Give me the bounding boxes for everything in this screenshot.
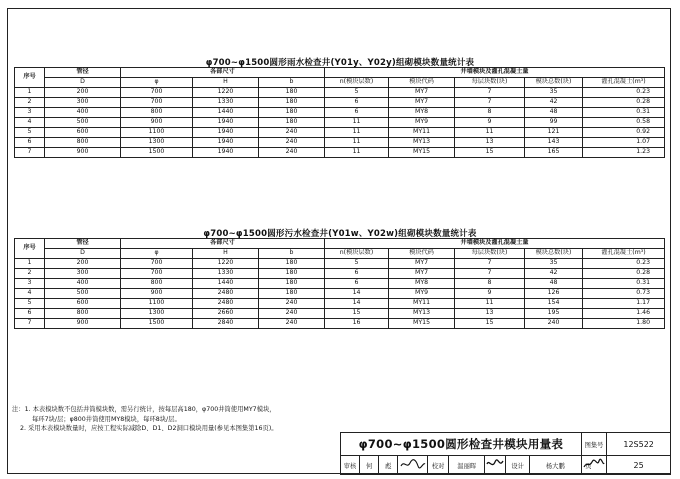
table-cell: 126	[525, 289, 583, 299]
table-row	[15, 279, 665, 289]
table-cell: 2480	[193, 289, 259, 299]
table-cell: 1100	[121, 128, 193, 138]
table-cell: 900	[121, 118, 193, 128]
sewage-module-table	[14, 238, 665, 329]
table-cell: 1940	[193, 138, 259, 148]
header-D: D	[45, 249, 121, 259]
table-cell: 0.31	[583, 108, 665, 118]
table-cell: 13	[455, 138, 525, 148]
table-cell: 13	[455, 309, 525, 319]
table-cell: MY9	[389, 118, 455, 128]
proof-label: 校对	[427, 456, 448, 475]
table-row	[15, 98, 665, 108]
header-seq: 序号	[15, 239, 45, 259]
table-cell: 8	[455, 279, 525, 289]
table-cell: 800	[45, 138, 121, 148]
table-cell: 180	[259, 259, 325, 269]
table-cell: 9	[455, 289, 525, 299]
table-cell: 1220	[193, 88, 259, 98]
table-cell: 1330	[193, 98, 259, 108]
table-row	[15, 299, 665, 309]
table-cell: 7	[455, 98, 525, 108]
table-cell: 0.28	[583, 269, 665, 279]
table-cell: 0.23	[583, 88, 665, 98]
header-pipe-diameter: 管径	[45, 239, 121, 249]
table-cell: 800	[45, 309, 121, 319]
page-number: 25	[633, 460, 644, 470]
header-dimensions: 各部尺寸	[121, 239, 325, 249]
table-cell: 0.73	[583, 289, 665, 299]
proofreader-signature	[485, 456, 506, 475]
review-label: 审核	[341, 456, 360, 475]
table-cell: 6	[325, 108, 389, 118]
table-cell: 1.17	[583, 299, 665, 309]
table-cell: 11	[455, 299, 525, 309]
table-cell: 11	[455, 128, 525, 138]
table-cell: 180	[259, 108, 325, 118]
table-cell: 1940	[193, 128, 259, 138]
table-row	[15, 259, 665, 269]
table-cell: 14	[325, 289, 389, 299]
header-b: b	[259, 249, 325, 259]
table-cell: 0.28	[583, 98, 665, 108]
table-cell: 165	[525, 148, 583, 158]
table-cell: 1440	[193, 108, 259, 118]
table-cell: 48	[525, 279, 583, 289]
table-cell: 600	[45, 128, 121, 138]
table-cell: 500	[45, 118, 121, 128]
table-row	[15, 269, 665, 279]
note-line-1: 注：1. 本表模块数不包括井筒模块数，需另行统计，按每层高180，φ700井筒使用MY7模块，	[12, 406, 276, 413]
table-row	[15, 148, 665, 158]
table-cell: 42	[525, 98, 583, 108]
table-cell: 8	[455, 108, 525, 118]
table-cell: 11	[325, 128, 389, 138]
table-cell: 1.23	[583, 148, 665, 158]
table-cell: MY11	[389, 299, 455, 309]
table-cell: 300	[45, 269, 121, 279]
table-cell: 200	[45, 259, 121, 269]
header-total: 模块总数(块)	[525, 78, 583, 88]
atlas-no-label: 图集号	[581, 433, 606, 456]
table-cell: 800	[121, 108, 193, 118]
table-cell: 500	[45, 289, 121, 299]
table-cell: 240	[259, 128, 325, 138]
table-cell: 600	[45, 299, 121, 309]
table-cell: 7	[15, 148, 45, 158]
table-cell: 11	[325, 118, 389, 128]
table-cell: 195	[525, 309, 583, 319]
table-cell: 1300	[121, 309, 193, 319]
table-cell: MY8	[389, 279, 455, 289]
table-row	[15, 118, 665, 128]
table-cell: 240	[259, 319, 325, 329]
note-line-3: 2. 采用本表模块数量时，应按工程实际减除D、D1、D2洞口模块用量(参见本图集第16页)。	[20, 425, 278, 432]
table-cell: 6	[325, 279, 389, 289]
table-cell: 11	[325, 148, 389, 158]
header-module-group: 井墙模块及灌孔混凝土量	[325, 239, 665, 249]
table-cell: 180	[259, 289, 325, 299]
signature-scribble-2	[486, 458, 504, 470]
reviewer-signature	[398, 456, 428, 475]
table2-title: φ700~φ1500圆形污水检查井(Y01w、Y02w)组砌模块数量统计表	[203, 229, 477, 239]
table-cell: 42	[525, 269, 583, 279]
table-cell: 154	[525, 299, 583, 309]
table-cell: 300	[45, 98, 121, 108]
table-cell: 700	[121, 259, 193, 269]
table-cell: 1940	[193, 148, 259, 158]
table-row	[15, 108, 665, 118]
table-cell: 35	[525, 88, 583, 98]
table-cell: 143	[525, 138, 583, 148]
table-cell: 5	[15, 299, 45, 309]
header-n-layers: n(模块层数)	[325, 78, 389, 88]
header-n-layers: n(模块层数)	[325, 249, 389, 259]
design-label: 设计	[506, 456, 529, 475]
table-cell: 5	[325, 88, 389, 98]
table-cell: 0.31	[583, 279, 665, 289]
header-phi: φ	[121, 249, 193, 259]
table-cell: 7	[455, 259, 525, 269]
table-cell: 121	[525, 128, 583, 138]
table-cell: 900	[45, 148, 121, 158]
header-b: b	[259, 78, 325, 88]
table-cell: MY9	[389, 289, 455, 299]
page-label: 页	[585, 463, 592, 470]
table-cell: 180	[259, 279, 325, 289]
table-cell: 2480	[193, 299, 259, 309]
table-cell: 900	[45, 319, 121, 329]
table-row	[15, 138, 665, 148]
table-cell: 7	[455, 88, 525, 98]
page-cell	[585, 456, 671, 475]
table-cell: 1300	[121, 138, 193, 148]
table-cell: 35	[525, 259, 583, 269]
table-cell: 5	[325, 259, 389, 269]
table-cell: 4	[15, 118, 45, 128]
header-phi: φ	[121, 78, 193, 88]
table-cell: 14	[325, 299, 389, 309]
table-cell: 1100	[121, 299, 193, 309]
table-cell: 1.80	[583, 319, 665, 329]
table-cell: 6	[325, 269, 389, 279]
table-cell: 180	[259, 269, 325, 279]
header-per-layer: 每层块数(块)	[455, 78, 525, 88]
header-module-code: 模块代码	[389, 78, 455, 88]
notes	[12, 405, 278, 434]
table-cell: 700	[121, 98, 193, 108]
atlas-no: 12S522	[607, 433, 671, 456]
table-cell: 6	[15, 309, 45, 319]
table-cell: 9	[455, 118, 525, 128]
header-pipe-diameter: 管径	[45, 68, 121, 78]
table-cell: 1500	[121, 148, 193, 158]
table-cell: 180	[259, 88, 325, 98]
reviewer-name-cont: 彪	[379, 456, 398, 475]
table-cell: 1940	[193, 118, 259, 128]
table-cell: 400	[45, 108, 121, 118]
signature-scribble-1	[400, 458, 426, 470]
header-concrete: 灌孔混凝土(m³)	[583, 78, 665, 88]
note-line-2: 每环7块/层；φ800井筒使用MY8模块，每环8块/层。	[32, 415, 181, 423]
table-cell: 1440	[193, 279, 259, 289]
table-cell: 2	[15, 98, 45, 108]
table-cell: 700	[121, 88, 193, 98]
proofreader-name: 温丽晖	[449, 456, 485, 475]
table-cell: 6	[15, 138, 45, 148]
header-per-layer: 每层块数(块)	[455, 249, 525, 259]
table-cell: 0.92	[583, 128, 665, 138]
table-cell: MY7	[389, 98, 455, 108]
table-cell: MY7	[389, 269, 455, 279]
title-block	[340, 432, 671, 475]
table-cell: 3	[15, 279, 45, 289]
table-cell: 2	[15, 269, 45, 279]
table1-title: φ700~φ1500圆形雨水检查井(Y01y、Y02y)组砌模块数量统计表	[205, 58, 475, 68]
table-cell: 7	[15, 319, 45, 329]
header-seq: 序号	[15, 68, 45, 88]
header-concrete: 灌孔混凝土(m³)	[583, 249, 665, 259]
table-cell: 240	[259, 138, 325, 148]
table-cell: 48	[525, 108, 583, 118]
table-cell: 900	[121, 289, 193, 299]
table-row	[15, 289, 665, 299]
table-cell: MY7	[389, 88, 455, 98]
drawing-title: φ700~φ1500圆形检查井模块用量表	[341, 433, 582, 456]
table-cell: MY11	[389, 128, 455, 138]
table-cell: 0.58	[583, 118, 665, 128]
header-H: H	[193, 249, 259, 259]
table-cell: 1	[15, 259, 45, 269]
table-cell: 1.46	[583, 309, 665, 319]
table-cell: 15	[455, 148, 525, 158]
table-cell: 15	[455, 319, 525, 329]
reviewer-name: 何	[360, 456, 379, 475]
table-cell: 240	[525, 319, 583, 329]
table-cell: MY15	[389, 319, 455, 329]
table-cell: 200	[45, 88, 121, 98]
table-cell: MY8	[389, 108, 455, 118]
table-cell: 16	[325, 319, 389, 329]
designer-name: 杨大鹏	[529, 456, 581, 475]
table-row	[15, 88, 665, 98]
table-cell: 700	[121, 269, 193, 279]
table-cell: 3	[15, 108, 45, 118]
table-cell: MY13	[389, 309, 455, 319]
table-cell: 180	[259, 98, 325, 108]
table-cell: 240	[259, 309, 325, 319]
table-cell: MY13	[389, 138, 455, 148]
table-cell: 1500	[121, 319, 193, 329]
table-cell: 240	[259, 148, 325, 158]
table-cell: 2840	[193, 319, 259, 329]
table-cell: 4	[15, 289, 45, 299]
table-row	[15, 319, 665, 329]
table-cell: 1220	[193, 259, 259, 269]
table-cell: 15	[325, 309, 389, 319]
header-module-group: 井墙模块及灌孔混凝土量	[325, 68, 665, 78]
table-cell: MY15	[389, 148, 455, 158]
table-cell: 0.23	[583, 259, 665, 269]
header-module-code: 模块代码	[389, 249, 455, 259]
header-total: 模块总数(块)	[525, 249, 583, 259]
header-H: H	[193, 78, 259, 88]
table-cell: 2660	[193, 309, 259, 319]
table-cell: 99	[525, 118, 583, 128]
table-cell: 1.07	[583, 138, 665, 148]
table-row	[15, 309, 665, 319]
table-cell: 400	[45, 279, 121, 289]
header-D: D	[45, 78, 121, 88]
table-cell: 1330	[193, 269, 259, 279]
table-cell: 800	[121, 279, 193, 289]
table-cell: 11	[325, 138, 389, 148]
table-cell: 1	[15, 88, 45, 98]
rainwater-module-table	[14, 67, 665, 158]
table-cell: 5	[15, 128, 45, 138]
table-cell: 7	[455, 269, 525, 279]
table-cell: 240	[259, 299, 325, 309]
table-cell: MY7	[389, 259, 455, 269]
header-dimensions: 各部尺寸	[121, 68, 325, 78]
table-cell: 6	[325, 98, 389, 108]
table-cell: 180	[259, 118, 325, 128]
table-row	[15, 128, 665, 138]
